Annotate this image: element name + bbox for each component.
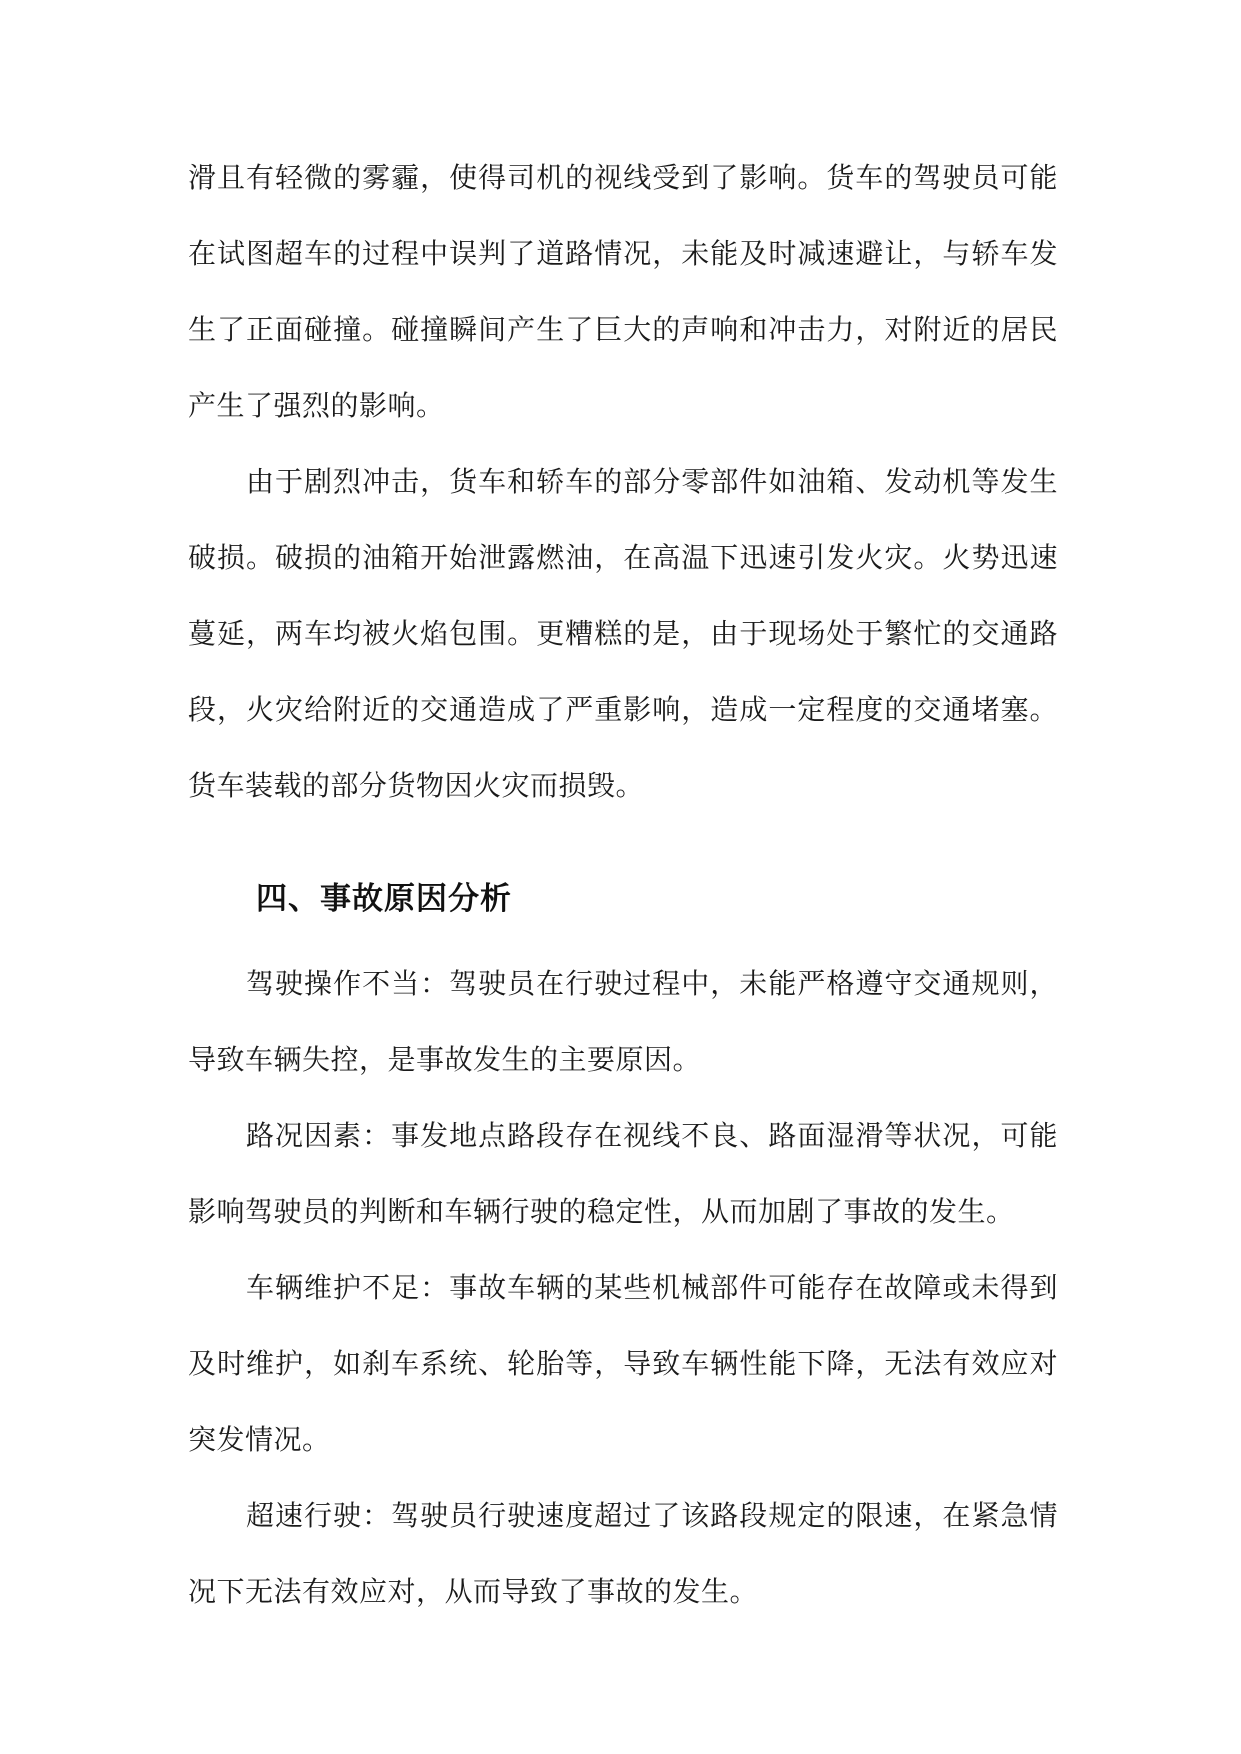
paragraph-cause-maintenance: 车辆维护不足：事故车辆的某些机械部件可能存在故障或未得到及时维护，如刹车系统、轮胎等，导致车辆性能下降，无法有效应对突发情况。 xyxy=(188,1271,1058,1456)
section-heading: 四、事故原因分析 xyxy=(256,881,512,917)
paragraph-cause-road: 路况因素：事发地点路段存在视线不良、路面湿滑等状况，可能影响驾驶员的判断和车辆行驶的稳定性，从而加剧了事故的发生。 xyxy=(188,1119,1058,1228)
paragraph-cause-speeding: 超速行驶：驾驶员行驶速度超过了该路段规定的限速，在紧急情况下无法有效应对，从而导致了事故的发生。 xyxy=(188,1499,1058,1608)
paragraph-continued: 滑且有轻微的雾霾，使得司机的视线受到了影响。货车的驾驶员可能在试图超车的过程中误判了道路情况，未能及时减速避让，与轿车发生了正面碰撞。碰撞瞬间产生了巨大的声响和冲击力，对附近的居民产生了强烈的影响。 xyxy=(188,161,1058,422)
paragraph-fire-damage: 由于剧烈冲击，货车和轿车的部分零部件如油箱、发动机等发生破损。破损的油箱开始泄露燃油，在高温下迅速引发火灾。火势迅速蔓延，两车均被火焰包围。更糟糕的是，由于现场处于繁忙的交通路段，火灾给附近的交通造成了严重影响，造成一定程度的交通堵塞。货车装载的部分货物因火灾而损毁。 xyxy=(188,465,1058,802)
paragraph-cause-operation: 驾驶操作不当：驾驶员在行驶过程中，未能严格遵守交通规则，导致车辆失控，是事故发生的主要原因。 xyxy=(188,967,1058,1076)
document-body xyxy=(188,140,1058,1630)
